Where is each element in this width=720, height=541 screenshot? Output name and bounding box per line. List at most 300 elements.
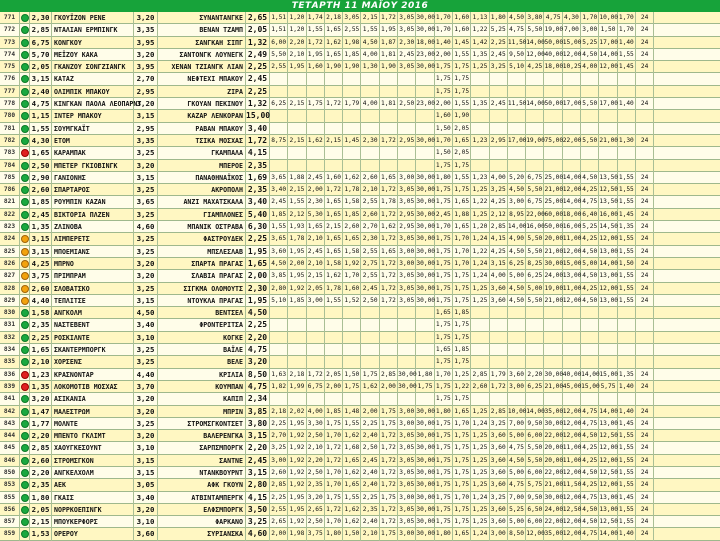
status-dot-icon [21, 186, 29, 194]
market-odd [545, 393, 563, 405]
market-odd: 1,55 [618, 196, 636, 208]
market-odd [490, 344, 508, 356]
away-team: ΣΑΝΤΟΝΓΚ ΛΟΥΝΕΓΚ [158, 49, 246, 61]
market-odd [288, 344, 306, 356]
status-cell [20, 110, 30, 122]
market-odd: 4,25 [581, 233, 599, 245]
market-odd: 1,65 [380, 246, 398, 258]
market-odd: 24 [636, 430, 654, 442]
market-odd: 12,00 [563, 430, 581, 442]
status-dot-icon [21, 518, 29, 526]
market-odd: 1,55 [618, 504, 636, 516]
market-odd [380, 86, 398, 98]
market-odd: 12,00 [563, 246, 581, 258]
market-odd: 5,50 [526, 233, 544, 245]
market-odd [380, 160, 398, 172]
odd-draw: 3,15 [134, 172, 158, 184]
market-odd: 1,72 [380, 467, 398, 479]
market-odd: 14,00 [526, 37, 544, 49]
market-odd: 19,00 [545, 24, 563, 36]
market-odd: 7,00 [563, 24, 581, 36]
market-odd [599, 73, 617, 85]
market-odd [508, 319, 526, 331]
market-odd: 4,00 [362, 98, 380, 110]
table-row [0, 135, 720, 147]
market-odd: 24 [636, 98, 654, 110]
market-odd [636, 110, 654, 122]
market-odd [288, 356, 306, 368]
market-odd: 6,25 [526, 270, 544, 282]
market-odd [380, 307, 398, 319]
market-odd [343, 393, 361, 405]
market-odd [581, 147, 599, 159]
market-odd: 30,00 [398, 369, 416, 381]
market-odd: 4,30 [563, 12, 581, 24]
market-odd: 25,00 [545, 196, 563, 208]
odd-home-prefix: 2,40 [30, 86, 52, 98]
market-odd: 1,65 [325, 196, 343, 208]
market-odd: 1,75 [453, 270, 471, 282]
market-odd: 1,95 [288, 492, 306, 504]
market-odd: 1,75 [380, 528, 398, 540]
status-dot-icon [21, 309, 29, 317]
market-odd: 2,50 [307, 430, 325, 442]
market-odd [471, 73, 489, 85]
market-odd: 1,22 [453, 381, 471, 393]
home-team: ΟΛΙΜΠΙΚ ΜΠΑΚΟΥ [52, 86, 134, 98]
market-odd: 30,00 [416, 467, 434, 479]
market-odd: 1,58 [343, 196, 361, 208]
market-odd: 9,50 [526, 418, 544, 430]
status-cell [20, 492, 30, 504]
odd-away: 15,00 [246, 110, 270, 122]
market-odd: 2,45 [490, 49, 508, 61]
market-odd: 1,55 [618, 172, 636, 184]
market-odd: 1,45 [618, 492, 636, 504]
away-team: ΦΡΟΝΤΕΡΙΤΣΑ [158, 319, 246, 331]
market-odd: 4,50 [581, 270, 599, 282]
market-odd: 1,55 [618, 184, 636, 196]
odd-draw: 3,15 [134, 295, 158, 307]
odd-draw: 3,60 [134, 528, 158, 540]
market-odd: 6,75 [526, 172, 544, 184]
market-odd: 12,00 [599, 233, 617, 245]
market-odd [599, 307, 617, 319]
market-odd [343, 110, 361, 122]
market-odd [545, 307, 563, 319]
market-odd: 3,25 [490, 492, 508, 504]
home-team: ΓΚΑΝΖΟΥ ΣΟΝΓΖΙΑΝΓΚ [52, 61, 134, 73]
market-odd: 2,85 [471, 369, 489, 381]
market-odd: 2,50 [362, 442, 380, 454]
market-odd: 1,23 [471, 172, 489, 184]
market-odd: 1,72 [380, 135, 398, 147]
market-odd: 3,60 [490, 479, 508, 491]
market-odd: 3,05 [398, 184, 416, 196]
odd-away: 5,40 [246, 209, 270, 221]
market-odd [362, 332, 380, 344]
market-odd: 4,50 [508, 283, 526, 295]
match-code: 823 [0, 221, 20, 233]
status-dot-icon [21, 420, 29, 428]
status-dot-icon [21, 149, 29, 157]
market-odd [563, 147, 581, 159]
table-row [0, 270, 720, 282]
market-odd: 3,00 [398, 492, 416, 504]
market-odd: 1,75 [435, 393, 453, 405]
market-odd: 6,25 [270, 98, 288, 110]
market-odd: 1,55 [618, 467, 636, 479]
market-odd: 40,00 [563, 369, 581, 381]
market-odd [471, 393, 489, 405]
market-odd: 3,00 [398, 246, 416, 258]
market-odd: 30,00 [416, 504, 434, 516]
market-odd: 50,00 [545, 37, 563, 49]
market-odd: 1,55 [307, 24, 325, 36]
market-odd [581, 110, 599, 122]
market-odd [618, 160, 636, 172]
odd-home-prefix: 2,50 [30, 160, 52, 172]
market-odd: 1,95 [380, 24, 398, 36]
market-odd: 10,00 [599, 12, 617, 24]
status-dot-icon [21, 112, 29, 120]
market-odd: 16,00 [563, 221, 581, 233]
odd-draw: 3,20 [134, 270, 158, 282]
market-odd: 1,65 [380, 172, 398, 184]
market-odd [362, 123, 380, 135]
market-odd: 2,85 [380, 369, 398, 381]
market-odd [508, 307, 526, 319]
market-odd: 1,72 [325, 442, 343, 454]
market-odd: 1,55 [618, 270, 636, 282]
market-odd: 30,00 [416, 209, 434, 221]
market-odd [636, 393, 654, 405]
market-odd: 3,60 [508, 369, 526, 381]
market-odd: 2,85 [490, 221, 508, 233]
match-code: 824 [0, 233, 20, 245]
market-odd: 1,55 [453, 49, 471, 61]
market-odd: 1,75 [453, 516, 471, 528]
market-odd: 4,50 [508, 184, 526, 196]
status-dot-icon [21, 371, 29, 379]
match-code: 846 [0, 455, 20, 467]
market-odd: 5,50 [526, 246, 544, 258]
odd-away: 1,65 [246, 258, 270, 270]
market-odd: 30,00 [416, 61, 434, 73]
market-odd: 1,75 [435, 479, 453, 491]
market-odd [618, 393, 636, 405]
market-odd [343, 356, 361, 368]
market-odd: 1,75 [380, 418, 398, 430]
odd-away: 4,50 [246, 307, 270, 319]
market-odd: 1,75 [435, 381, 453, 393]
status-dot-icon [21, 395, 29, 403]
market-odd [563, 307, 581, 319]
odd-away: 2,25 [246, 319, 270, 331]
market-odd: 1,90 [343, 61, 361, 73]
market-odd: 30,00 [416, 442, 434, 454]
odd-draw: 4,60 [134, 221, 158, 233]
market-odd: 1,65 [343, 479, 361, 491]
market-odd: 21,00 [545, 295, 563, 307]
away-team: ΑΚΡΟΠΟΛΗ [158, 184, 246, 196]
market-odd: 4,50 [581, 246, 599, 258]
market-odd: 1,82 [270, 381, 288, 393]
market-odd [563, 393, 581, 405]
market-odd: 3,00 [490, 528, 508, 540]
market-odd: 13,00 [599, 504, 617, 516]
market-odd: 60,00 [545, 209, 563, 221]
market-odd: 1,72 [380, 233, 398, 245]
market-odd: 2,45 [362, 283, 380, 295]
market-odd: 30,00 [416, 283, 434, 295]
market-odd [618, 356, 636, 368]
market-odd: 1,65 [343, 233, 361, 245]
market-odd: 1,25 [471, 406, 489, 418]
odd-draw: 3,10 [134, 516, 158, 528]
table-row [0, 332, 720, 344]
market-odd: 11,50 [508, 98, 526, 110]
odd-draw: 3,65 [134, 196, 158, 208]
market-odd: 30,00 [416, 258, 434, 270]
market-odd: 4,75 [545, 12, 563, 24]
market-odd [398, 147, 416, 159]
market-odd: 1,98 [343, 37, 361, 49]
odd-away: 3,40 [246, 196, 270, 208]
status-cell [20, 295, 30, 307]
market-odd: 1,22 [471, 196, 489, 208]
market-odd: 5,00 [508, 516, 526, 528]
status-cell [20, 172, 30, 184]
market-odd [288, 110, 306, 122]
status-cell [20, 184, 30, 196]
market-odd [581, 332, 599, 344]
match-code: 842 [0, 406, 20, 418]
market-odd: 1,95 [288, 61, 306, 73]
market-odd: 1,92 [288, 442, 306, 454]
market-odd: 30,00 [416, 406, 434, 418]
market-odd: 1,75 [453, 455, 471, 467]
status-cell [20, 356, 30, 368]
market-odd: 1,75 [453, 479, 471, 491]
market-odd: 2,55 [362, 196, 380, 208]
market-odd: 1,75 [453, 356, 471, 368]
market-odd: 12,00 [599, 442, 617, 454]
market-odd: 1,60 [343, 283, 361, 295]
market-odd: 20,00 [545, 233, 563, 245]
market-odd: 2,50 [307, 467, 325, 479]
market-odd: 16,00 [599, 209, 617, 221]
market-odd: 1,62 [307, 135, 325, 147]
match-code: 782 [0, 135, 20, 147]
market-odd: 11,50 [563, 479, 581, 491]
market-odd: 1,75 [453, 86, 471, 98]
market-odd: 24 [636, 492, 654, 504]
market-odd: 14,00 [599, 528, 617, 540]
home-team: ΜΠΟΕΜΙΑΝΣ [52, 246, 134, 258]
table-row [0, 24, 720, 36]
table-row [0, 221, 720, 233]
market-odd: 1,95 [288, 246, 306, 258]
market-odd: 1,45 [343, 135, 361, 147]
market-odd: 1,75 [453, 504, 471, 516]
market-odd: 30,00 [416, 12, 434, 24]
odd-draw: 3,20 [134, 49, 158, 61]
market-odd: 2,45 [435, 209, 453, 221]
market-odd: 1,78 [343, 184, 361, 196]
market-odd: 2,15 [325, 221, 343, 233]
market-odd: 2,35 [307, 479, 325, 491]
market-odd: 2,30 [362, 135, 380, 147]
market-odd [545, 73, 563, 85]
market-odd [545, 356, 563, 368]
table-row [0, 86, 720, 98]
market-odd: 1,65 [325, 49, 343, 61]
market-odd: 18,00 [563, 209, 581, 221]
match-code: 829 [0, 295, 20, 307]
market-odd: 1,65 [453, 528, 471, 540]
status-cell [20, 528, 30, 540]
away-team: ΣΥΝΑΝΤΑΝΓΚΕ [158, 12, 246, 24]
market-odd: 2,10 [307, 233, 325, 245]
market-odd: 1,62 [362, 381, 380, 393]
market-odd [270, 332, 288, 344]
market-odd: 1,90 [380, 61, 398, 73]
market-odd [270, 356, 288, 368]
market-odd [288, 147, 306, 159]
status-dot-icon [21, 100, 29, 108]
market-odd [471, 344, 489, 356]
away-team: ΖΙΡΑ [158, 86, 246, 98]
market-odd: 4,25 [490, 246, 508, 258]
market-odd: 10,25 [563, 61, 581, 73]
market-odd: 50,00 [545, 98, 563, 110]
market-odd: 22,00 [563, 135, 581, 147]
market-odd: 30,00 [416, 455, 434, 467]
market-odd [325, 86, 343, 98]
market-odd: 4,75 [508, 479, 526, 491]
status-dot-icon [21, 223, 29, 231]
market-odd: 8,95 [508, 209, 526, 221]
market-odd: 8,50 [508, 528, 526, 540]
market-odd [270, 110, 288, 122]
market-odd [490, 356, 508, 368]
table-row [0, 369, 720, 381]
market-odd: 6,00 [270, 37, 288, 49]
market-odd [398, 110, 416, 122]
match-code: 856 [0, 504, 20, 516]
odd-home-prefix: 1,65 [30, 344, 52, 356]
odd-home-prefix: 2,35 [30, 479, 52, 491]
home-team: ΕΤΟΜ [52, 135, 134, 147]
market-odd: 5,00 [526, 283, 544, 295]
market-odd: 1,72 [307, 37, 325, 49]
market-odd: 12,00 [526, 528, 544, 540]
market-odd [545, 147, 563, 159]
market-odd: 6,50 [526, 504, 544, 516]
market-odd [398, 73, 416, 85]
market-odd: 1,45 [453, 37, 471, 49]
market-odd [325, 110, 343, 122]
market-odd [288, 332, 306, 344]
market-odd: 7,00 [508, 418, 526, 430]
market-odd: 2,00 [362, 406, 380, 418]
away-team: ΜΠΕΡΟΕ [158, 160, 246, 172]
home-team: ΑΝΓΚΟΛΜ [52, 307, 134, 319]
table-row [0, 233, 720, 245]
market-odd: 14,00 [599, 406, 617, 418]
market-odd: 1,55 [270, 221, 288, 233]
market-odd [471, 147, 489, 159]
odd-away: 1,69 [246, 172, 270, 184]
market-odd: 2,15 [288, 184, 306, 196]
market-odd: 5,50 [270, 49, 288, 61]
market-odd: 1,60 [453, 12, 471, 24]
market-odd: 2,95 [398, 221, 416, 233]
table-row [0, 442, 720, 454]
odd-away: 3,15 [246, 467, 270, 479]
market-odd: 24 [636, 369, 654, 381]
market-odd [490, 147, 508, 159]
market-odd: 1,40 [618, 381, 636, 393]
market-odd: 1,75 [416, 381, 434, 393]
market-odd: 14,00 [563, 196, 581, 208]
market-odd: 12,00 [563, 467, 581, 479]
market-odd [325, 160, 343, 172]
market-odd: 4,50 [508, 12, 526, 24]
market-odd: 3,00 [307, 295, 325, 307]
market-odd: 1,72 [325, 184, 343, 196]
market-odd: 1,30 [618, 135, 636, 147]
match-code: 830 [0, 307, 20, 319]
market-odd [362, 147, 380, 159]
market-odd: 2,50 [398, 98, 416, 110]
market-odd: 2,05 [453, 123, 471, 135]
home-team: ΓΚΑΙΣ [52, 492, 134, 504]
market-odd: 30,00 [416, 479, 434, 491]
market-odd [545, 160, 563, 172]
odd-away: 2,05 [246, 24, 270, 36]
match-code: 774 [0, 49, 20, 61]
market-odd: 3,60 [490, 504, 508, 516]
market-odd [581, 160, 599, 172]
market-odd [636, 344, 654, 356]
market-odd: 11,00 [563, 233, 581, 245]
market-odd [618, 73, 636, 85]
market-odd: 12,00 [563, 516, 581, 528]
market-odd: 2,60 [270, 467, 288, 479]
match-code: 781 [0, 123, 20, 135]
market-odd [398, 307, 416, 319]
market-odd: 1,65 [325, 233, 343, 245]
market-odd [618, 344, 636, 356]
market-odd: 1,75 [435, 246, 453, 258]
odd-away: 4,75 [246, 381, 270, 393]
home-team: ΒΙΚΤΟΡΙΑ ΠΛΖΕΝ [52, 209, 134, 221]
market-odd: 21,00 [545, 479, 563, 491]
market-odd: 30,00 [416, 295, 434, 307]
odd-home-prefix: 1,55 [30, 123, 52, 135]
market-odd: 6,25 [526, 381, 544, 393]
table-row [0, 319, 720, 331]
market-odd: 13,00 [599, 270, 617, 282]
market-odd [362, 356, 380, 368]
market-odd: 3,60 [490, 467, 508, 479]
match-code: 832 [0, 332, 20, 344]
market-odd [270, 393, 288, 405]
market-odd [416, 73, 434, 85]
market-odd [416, 123, 434, 135]
